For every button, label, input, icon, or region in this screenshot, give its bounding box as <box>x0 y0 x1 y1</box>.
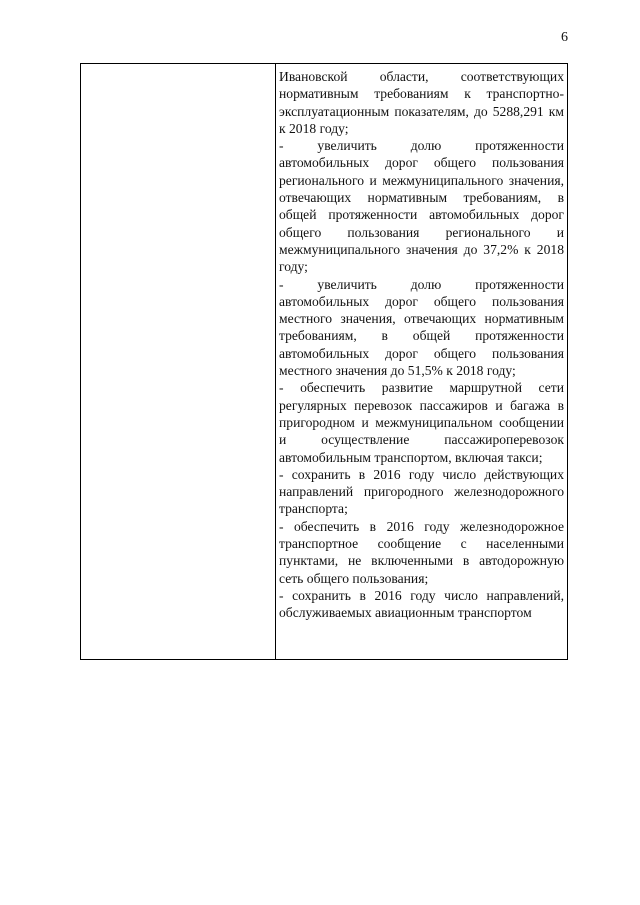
document-table <box>80 63 568 660</box>
paragraph-route-network: - обеспечить развитие маршрутной сети регулярных перевозок пассажиров и багажа в пригородном и межмуниципальном сообщении и осуществление пассажироперевозок автомобильным транспортом, включая такси; <box>279 380 564 465</box>
paragraph-aviation: - сохранить в 2016 году число направлений, обслуживаемых авиационным транспортом <box>279 587 564 621</box>
table-left-cell <box>81 64 276 659</box>
paragraph-regional-roads-share: - увеличить долю протяженности автомобильных дорог общего пользования регионального и межмуниципального значения, отвечающих нормативным требованиям, в общей протяженности автомобильных дорог общего пользования регионального и межмуниципального значения до 37,2% к 2018 году; <box>279 138 564 275</box>
paragraph-suburban-rail: - сохранить в 2016 году число действующих направлений пригородного железнодорожного транспорта; <box>279 466 564 517</box>
paragraph-rail-settlements: - обеспечить в 2016 году железнодорожное транспортное сообщение с населенными пунктами, не включенными в автодорожную сеть общего пользования; <box>279 518 564 586</box>
paragraph-local-roads-share: - увеличить долю протяженности автомобильных дорог общего пользования местного значения, отвечающих нормативным требованиям, в общей протяженности автомобильных дорог общего пользования местного значения до 51,5% к 2018 году; <box>279 276 564 379</box>
paragraph-road-length: Ивановской области, соответствующих нормативным требованиям к транспортно-эксплуатационным показателям, до 5288,291 км к 2018 году; <box>279 69 564 136</box>
page-number: 6 <box>561 30 568 45</box>
table-right-cell <box>276 64 567 659</box>
